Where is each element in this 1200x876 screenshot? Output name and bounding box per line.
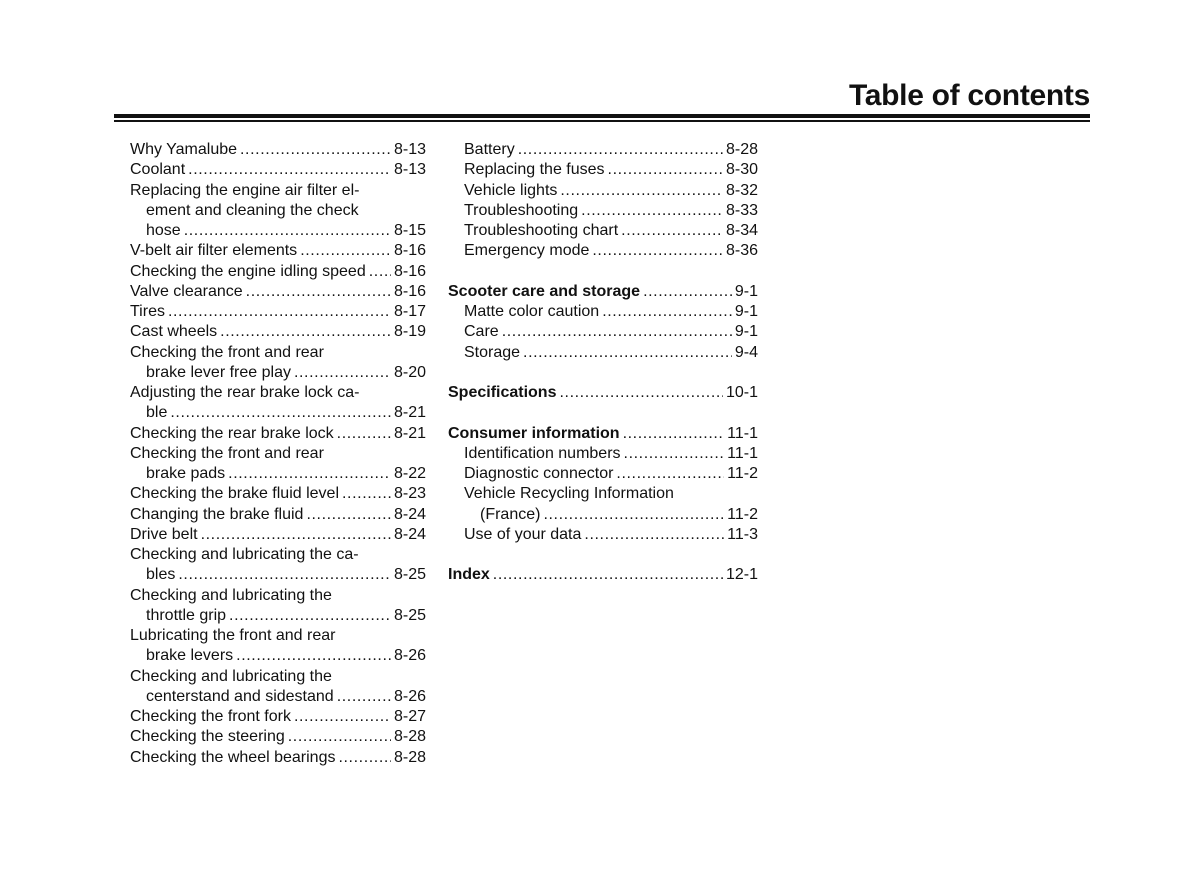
toc-entry xyxy=(448,525,758,545)
toc-entry-title: Care xyxy=(464,323,499,341)
toc-entry xyxy=(130,646,426,666)
toc-entry xyxy=(130,181,426,201)
toc-dot-leader xyxy=(592,241,723,261)
toc-page-number: 8-30 xyxy=(725,161,758,179)
toc-section-gap xyxy=(448,403,758,423)
toc-dot-leader xyxy=(300,241,391,261)
toc-entry-title: centerstand and sidestand xyxy=(146,687,334,705)
toc-entry-title: Checking the steering xyxy=(130,728,285,746)
toc-entry xyxy=(130,363,426,383)
toc-entry-title: (France) xyxy=(480,505,541,523)
toc-entry-title: Emergency mode xyxy=(464,242,590,260)
toc-dot-leader xyxy=(337,687,391,707)
toc-entry xyxy=(130,727,426,747)
toc-entry xyxy=(448,484,758,504)
toc-entry-title: Index xyxy=(448,566,490,584)
toc-dot-leader xyxy=(518,140,723,160)
toc-entry xyxy=(130,525,426,545)
toc-dot-leader xyxy=(338,748,391,768)
toc-entry-title: Checking and lubricating the xyxy=(130,667,332,685)
toc-entry-title: hose xyxy=(146,222,181,239)
toc-section-gap xyxy=(448,363,758,383)
toc-page-number: 11-3 xyxy=(727,525,758,543)
toc-entry xyxy=(448,140,758,160)
toc-dot-leader xyxy=(523,343,732,363)
toc-section-gap xyxy=(448,262,758,282)
toc-entry-title: Battery xyxy=(464,141,515,158)
toc-entry xyxy=(448,181,758,201)
toc-entry xyxy=(130,707,426,727)
toc-page-number: 8-16 xyxy=(393,282,426,300)
toc-page-number: 8-15 xyxy=(393,222,426,239)
toc-entry-title: Specifications xyxy=(448,384,557,401)
toc-entry-title: Identification numbers xyxy=(464,444,621,462)
toc-entry-title: Use of your data xyxy=(464,525,582,543)
toc-dot-leader xyxy=(236,646,391,666)
toc-page-number: 8-16 xyxy=(393,262,426,280)
toc-entry-title: Checking the engine idling speed xyxy=(130,262,366,280)
toc-entry xyxy=(130,302,426,322)
toc-dot-leader xyxy=(621,221,723,241)
toc-dot-leader xyxy=(178,565,391,585)
toc-page-number: 8-28 xyxy=(393,748,426,766)
toc-page-number: 8-25 xyxy=(393,606,426,624)
toc-entry xyxy=(448,343,758,363)
toc-dot-leader xyxy=(342,484,391,504)
toc-dot-leader xyxy=(602,302,732,322)
toc-dot-leader xyxy=(369,262,391,282)
toc-entry-title: Lubricating the front and rear xyxy=(130,627,336,644)
toc-page-number: 11-1 xyxy=(727,424,758,442)
toc-dot-leader xyxy=(560,181,723,201)
toc-page-number: 8-27 xyxy=(393,708,426,725)
toc-entry xyxy=(130,322,426,342)
toc-page-number: 12-1 xyxy=(725,566,758,584)
toc-entry-title: brake lever free play xyxy=(146,363,291,381)
toc-entry xyxy=(130,667,426,687)
toc-entry-title: Checking the wheel bearings xyxy=(130,748,336,766)
header-rule-thick xyxy=(114,114,1090,118)
toc-entry xyxy=(130,241,426,261)
toc-page-number: 8-26 xyxy=(393,647,426,665)
toc-entry-title: Matte color caution xyxy=(464,303,600,320)
toc-entry-title: brake levers xyxy=(146,647,234,665)
toc-entry xyxy=(130,626,426,646)
toc-entry xyxy=(448,201,758,221)
toc-dot-leader xyxy=(543,505,724,525)
toc-entry-title: Vehicle lights xyxy=(464,181,558,199)
toc-dot-leader xyxy=(170,403,391,423)
toc-page-number: 8-32 xyxy=(725,181,758,199)
toc-page-number: 8-24 xyxy=(393,525,426,543)
toc-entry-title: Vehicle Recycling Information xyxy=(464,485,674,503)
toc-entry xyxy=(130,464,426,484)
toc-entry-title: Drive belt xyxy=(130,525,198,543)
toc-page-number: 8-13 xyxy=(393,161,426,179)
toc-entry xyxy=(130,140,426,160)
toc-entry-title: Adjusting the rear brake lock ca- xyxy=(130,384,360,401)
toc-dot-leader xyxy=(493,565,723,585)
toc-entry xyxy=(130,444,426,464)
toc-dot-leader xyxy=(616,464,724,484)
toc-page-number: 8-19 xyxy=(393,323,426,341)
toc-dot-leader xyxy=(608,160,723,180)
toc-entry xyxy=(130,262,426,282)
toc-entry xyxy=(448,505,758,525)
toc-page-number: 9-4 xyxy=(734,343,758,361)
toc-dot-leader xyxy=(559,383,722,403)
toc-page-number: 8-24 xyxy=(393,505,426,523)
toc-section-heading xyxy=(448,424,758,444)
page-title: Table of contents xyxy=(848,79,1090,112)
toc-entry-title: Checking the rear brake lock xyxy=(130,424,334,442)
toc-dot-leader xyxy=(337,424,391,444)
toc-left-column xyxy=(130,140,426,768)
toc-entry-title: Scooter care and storage xyxy=(448,282,641,300)
toc-entry-title: Replacing the fuses xyxy=(464,161,605,179)
toc-entry xyxy=(130,343,426,363)
toc-page-number: 11-2 xyxy=(727,505,758,523)
toc-entry-title: V-belt air filter elements xyxy=(130,242,298,260)
toc-entry-title: Checking and lubricating the ca- xyxy=(130,546,359,563)
toc-entry xyxy=(130,748,426,768)
toc-page-number: 9-1 xyxy=(734,282,758,300)
toc-page-number: 8-17 xyxy=(393,303,426,320)
toc-entry xyxy=(448,464,758,484)
toc-section-heading xyxy=(448,282,758,302)
toc-page-number: 8-28 xyxy=(725,141,758,158)
toc-section-gap xyxy=(448,545,758,565)
toc-section-heading xyxy=(448,383,758,403)
toc-entry-title: Consumer information xyxy=(448,424,620,442)
toc-entry xyxy=(130,545,426,565)
toc-entry xyxy=(130,687,426,707)
toc-dot-leader xyxy=(623,424,725,444)
toc-dot-leader xyxy=(201,525,391,545)
toc-entry xyxy=(448,444,758,464)
toc-page-number: 8-22 xyxy=(393,465,426,482)
toc-entry-title: Checking the front fork xyxy=(130,708,291,725)
toc-page-number: 11-1 xyxy=(727,444,758,462)
toc-entry-title: ement and cleaning the check xyxy=(146,201,359,219)
toc-entry-title: Coolant xyxy=(130,161,186,179)
toc-entry-title: Cast wheels xyxy=(130,323,218,341)
toc-entry xyxy=(130,484,426,504)
toc-page-number: 9-1 xyxy=(734,323,758,341)
toc-page-number: 10-1 xyxy=(725,384,758,401)
toc-dot-leader xyxy=(581,201,723,221)
toc-dot-leader xyxy=(240,140,391,160)
toc-dot-leader xyxy=(288,727,391,747)
toc-page-number: 11-2 xyxy=(727,465,758,482)
toc-entry-title: Replacing the engine air filter el- xyxy=(130,181,360,199)
toc-entry-title: Why Yamalube xyxy=(130,141,238,158)
toc-entry xyxy=(130,160,426,180)
toc-entry-title: brake pads xyxy=(146,465,226,482)
toc-page-number: 8-26 xyxy=(393,687,426,705)
toc-dot-leader xyxy=(168,302,391,322)
toc-entry xyxy=(130,383,426,403)
toc-entry-title: Diagnostic connector xyxy=(464,465,614,482)
toc-dot-leader xyxy=(184,221,391,241)
toc-page-number: 8-21 xyxy=(393,404,426,422)
toc-page-number: 8-13 xyxy=(393,141,426,158)
toc-dot-leader xyxy=(584,525,724,545)
toc-page-number: 8-16 xyxy=(393,242,426,260)
toc-dot-leader xyxy=(643,282,732,302)
toc-page-number: 8-25 xyxy=(393,566,426,584)
toc-entry-title: Checking the front and rear xyxy=(130,343,324,361)
toc-section-heading xyxy=(448,565,758,585)
toc-dot-leader xyxy=(294,707,391,727)
toc-entry xyxy=(130,403,426,423)
toc-entry-title: Troubleshooting chart xyxy=(464,222,619,239)
toc-entry xyxy=(130,424,426,444)
toc-dot-leader xyxy=(188,160,391,180)
toc-entry xyxy=(130,606,426,626)
toc-dot-leader xyxy=(229,606,391,626)
toc-page-number: 8-28 xyxy=(393,728,426,746)
toc-entry xyxy=(448,302,758,322)
toc-dot-leader xyxy=(220,322,391,342)
toc-entry-title: Troubleshooting xyxy=(464,201,579,219)
toc-page-number: 8-33 xyxy=(725,201,758,219)
toc-dot-leader xyxy=(306,505,391,525)
toc-dot-leader xyxy=(246,282,391,302)
toc-entry-title: Checking the brake fluid level xyxy=(130,485,340,503)
toc-entry xyxy=(130,586,426,606)
toc-page-number: 8-36 xyxy=(725,242,758,260)
toc-entry xyxy=(130,565,426,585)
toc-entry xyxy=(130,201,426,221)
toc-dot-leader xyxy=(624,444,725,464)
toc-dot-leader xyxy=(502,322,732,342)
toc-entry xyxy=(130,221,426,241)
toc-page-number: 9-1 xyxy=(734,303,758,320)
toc-page-number: 8-20 xyxy=(393,363,426,381)
toc-entry-title: throttle grip xyxy=(146,606,227,624)
header-rule-thin xyxy=(114,120,1090,122)
toc-page-number: 8-34 xyxy=(725,222,758,239)
toc-entry xyxy=(130,505,426,525)
toc-entry-title: Tires xyxy=(130,303,165,320)
toc-dot-leader xyxy=(228,464,391,484)
toc-entry-title: Storage xyxy=(464,343,521,361)
toc-page-number: 8-23 xyxy=(393,485,426,503)
toc-entry-title: Valve clearance xyxy=(130,282,243,300)
toc-entry xyxy=(448,221,758,241)
toc-entry xyxy=(448,160,758,180)
toc-entry xyxy=(130,282,426,302)
toc-dot-leader xyxy=(294,363,391,383)
toc-right-column xyxy=(448,140,758,586)
toc-entry xyxy=(448,322,758,342)
toc-page-number: 8-21 xyxy=(393,424,426,442)
toc-entry-title: bles xyxy=(146,566,176,584)
toc-entry-title: ble xyxy=(146,404,168,422)
toc-entry-title: Changing the brake fluid xyxy=(130,505,304,523)
toc-entry-title: Checking the front and rear xyxy=(130,444,324,462)
toc-entry-title: Checking and lubricating the xyxy=(130,586,332,604)
toc-entry xyxy=(448,241,758,261)
